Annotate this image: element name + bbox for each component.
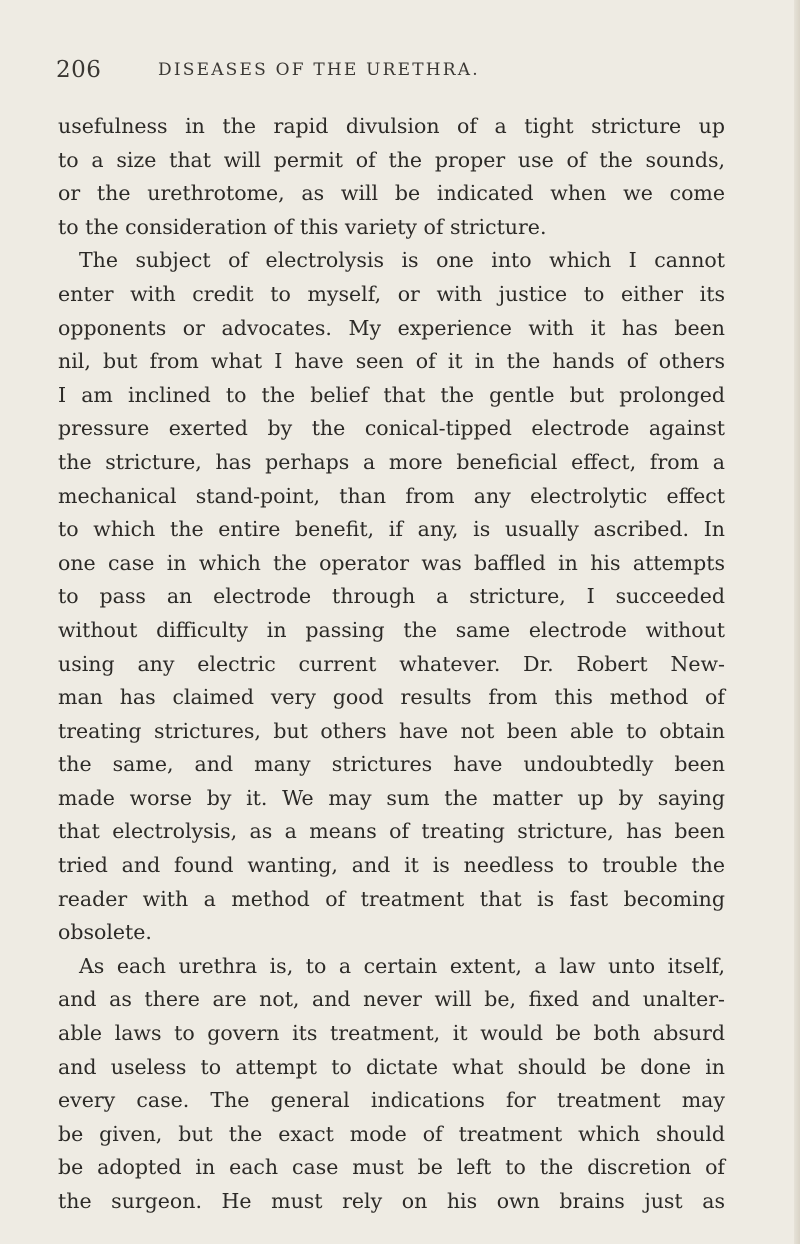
text-line: usefulness in the rapid divulsion of a tight stricture up [58, 114, 725, 138]
text-line: every case. The general indications for treatment may [58, 1088, 725, 1113]
text-line: man has claimed very good results from this method of [58, 685, 725, 710]
text-line: made worse by it. We may sum the matter up by saying [58, 785, 725, 810]
body-text [58, 110, 725, 1219]
text-line: treating strictures, but others have not been able to obtain [58, 718, 725, 743]
text-line: mechanical stand-point, than from any electrolytic effect [58, 483, 725, 508]
text-line: using any electric current whatever. Dr. Robert New- [58, 651, 725, 676]
page-header [56, 57, 716, 87]
text-line: pressure exerted by the conical-tipped electrode against [58, 416, 725, 441]
text-line: nil, but from what I have seen of it in the hands of others [58, 349, 725, 374]
text-line: The subject of electrolysis is one into which I cannot [79, 248, 725, 273]
page-number: 206 [56, 57, 102, 83]
text-line: reader with a method of treatment that is fast becoming [58, 886, 725, 911]
text-line: able laws to govern its treatment, it would be both absurd [58, 1021, 725, 1046]
text-line: to which the entire benefit, if any, is usually ascribed. In [58, 517, 725, 542]
text-line: the surgeon. He must rely on his own brains just as [58, 1189, 725, 1213]
text-line: to a size that will permit of the proper use of the sounds, [58, 147, 725, 172]
text-line: to the consideration of this variety of stricture. [58, 214, 547, 239]
text-line: without difficulty in passing the same electrode without [58, 617, 725, 642]
text-line: tried and found wanting, and it is needless to trouble the [58, 853, 725, 878]
page-edge [794, 0, 800, 1244]
text-line: or the urethrotome, as will be indicated when we come [58, 181, 725, 206]
text-line: I am inclined to the belief that the gentle but prolonged [58, 382, 725, 407]
text-line: the same, and many strictures have undoubtedly been [58, 752, 725, 777]
text-line: opponents or advocates. My experience with it has been [58, 315, 725, 340]
text-line: one case in which the operator was baffled in his attempts [58, 550, 725, 575]
text-line: that electrolysis, as a means of treating stricture, has been [58, 819, 725, 844]
text-line: and useless to attempt to dictate what should be done in [58, 1054, 725, 1079]
text-line: obsolete. [58, 920, 152, 945]
text-line: to pass an electrode through a stricture, I succeeded [58, 584, 725, 609]
running-head: DISEASES OF THE URETHRA. [158, 60, 480, 80]
text-line: be adopted in each case must be left to the discretion of [58, 1155, 725, 1180]
text-line: enter with credit to myself, or with justice to either its [58, 281, 725, 306]
text-line: the stricture, has perhaps a more beneficial effect, from a [58, 449, 725, 474]
text-line: be given, but the exact mode of treatment which should [58, 1121, 725, 1146]
text-line: As each urethra is, to a certain extent, a law unto itself, [79, 953, 725, 978]
text-line: and as there are not, and never will be, fixed and unalter- [58, 987, 725, 1012]
